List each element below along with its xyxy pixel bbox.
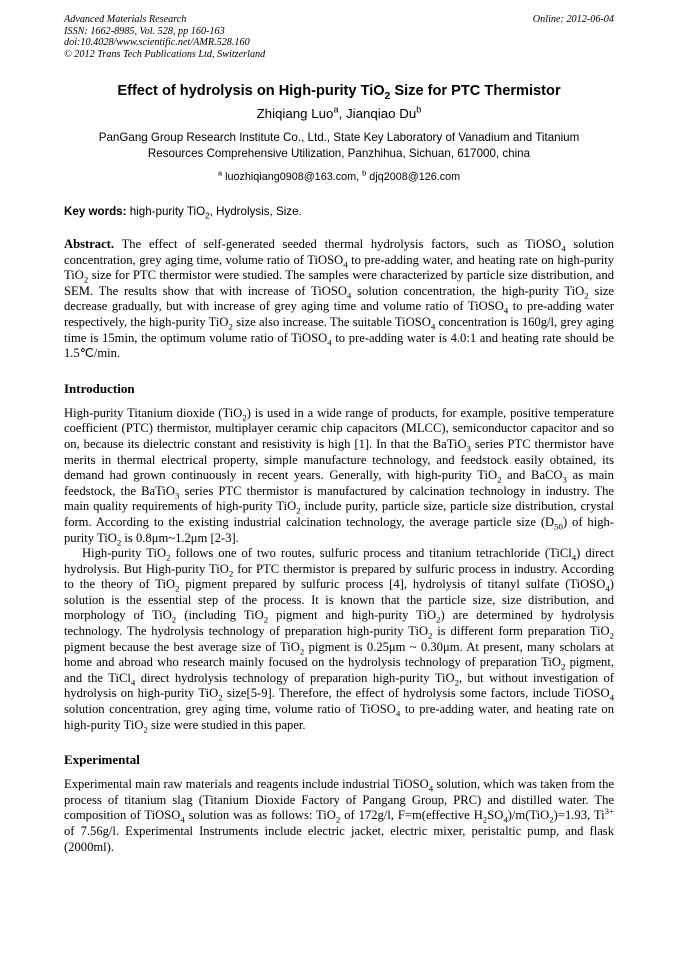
author-name: Zhiqiang Luo <box>256 106 334 121</box>
author-list: Zhiqiang Luo$^a$, Jianqiao Du$^b$ <box>256 104 422 121</box>
intro-paragraph-1: High-purity Titanium dioxide (TiO$_2$) is used in a wide range of products, for example, positive temperature coefficient (PTC) thermistor, multiplayer ceramic chip capacitors (MLCC), semiconductor capacitor and so on, because its dielectric constant and resistivity is high [1]. In that the BaTiO$_3$ series PTC thermistor have merits in thermal electrical property, simple manufacture technology, and feedstock easily obtained, its demand had grown continuously in recent years. Generally, with high-purity TiO$_2$ and BaCO$_3$ as main feedstock, the BaTiO$_3$ series PTC thermistor is manufactured by calcination technology in industry. The main quality requirements of high-purity TiO$_2$ include purity, particle size, particle size distribution, crystal form. According to the existing industrial calcination technology, the average particle size $(D_{50})$ of high-purity TiO$_2$ is 0.8μm~1.2μm [2-3]. <box>64 405 615 548</box>
intro-paragraph-2: High-purity TiO$_2$ follows one of two routes, sulfuric process and titanium tetrachloride (TiCl$_4$) direct hydrolysis. But High-purity TiO$_2$ for PTC thermistor is prepared by sulfuric process in industry. According to the theory of TiO$_2$ pigment prepared by sulfuric process [4], hydrolysis of titanyl sulfate (TiOSO$_4$) solution is the essential step of the process. It is known that the particle size, size distribution, and morphology of TiO$_2$ (including TiO$_2$ pigment and high-purity TiO$_2$) are determined by hydrolysis technology. The hydrolysis technology of preparation high-purity TiO$_2$ is different form preparation TiO$_2$ pigment because the best average size of TiO$_2$ pigment is 0.25μm ~ 0.30μm. At present, many scholars at home and abroad who research mainly focused on the hydrolysis technology of preparation TiO$_2$ pigment, and the TiCl$_4$ direct hydrolysis technology of preparation high-purity TiO$_2$, but without investigation of hydrolysis on high-purity TiO$_2$ size[5-9]. Therefore, the effect of hydrolysis some factors, include TiOSO$_4$ solution concentration, grey aging time, volume ratio of TiOSO$_4$ to pre-adding water, and heating rate on high-purity TiO$_2$ size were studied in this paper. <box>64 546 615 735</box>
experimental-paragraph: Experimental main raw materials and reagents include industrial TiOSO$_4$ solution, which was taken from the process of titanium slag (Titanium Dioxide Factory of Pangang Group, PRC) and distilled water. The composition of TiOSO$_4$ solution was as follows: TiO$_2$ of 172g/l, F=m(effective $H_2SO_4)/m(TiO_2)=1.93$, $Ti^{3+}$ of 7.56g/l. Experimental Instruments include electric jacket, electric mixer, peristaltic pump, and flask (2000ml). <box>64 777 614 854</box>
abstract: Abstract. The effect of self-generated seeded thermal hydrolysis factors, such as TiOSO$_4$ solution concentration, grey aging time, volume ratio of TiOSO$_4$ to pre-adding water, and heating rate on high-purity TiO$_2$ size for PTC thermistor were studied. The samples were characterized by particle size distribution, and SEM. The results show that with increase of TiOSO$_4$ solution concentration, the high-purity TiO$_2$ size decrease gradually, but with increase of grey aging time and volume ratio of TiOSO$_4$ to pre-adding water respectively, the high-purity TiO$_2$ size also increase. The suitable TiOSO$_4$ concentration is 160g/l, grey aging time is 15min, the optimum volume ratio of TiOSO$_4$ to pre-adding water is 4.0:1 and heating rate should be 1.5℃/min. <box>64 237 615 361</box>
paper-page <box>64 14 614 855</box>
email-link: luozhiqiang0908@163.com, <box>222 171 363 183</box>
journal-header <box>64 14 614 60</box>
section-heading-experimental: Experimental <box>64 752 140 768</box>
affiliation: PanGang Group Research Institute Co., Ltd., State Key Laboratory of Vanadium and Titanium Resources Comprehensive Utilization, Panzhihua, Sichuan, 617000, china <box>98 131 580 160</box>
copyright-line: © 2012 Trans Tech Publications Ltd, Switzerland <box>64 48 266 60</box>
online-date: Online: 2012-06-04 <box>532 14 614 25</box>
email-link: djq2008@126.com <box>366 171 461 183</box>
section-heading-introduction: Introduction <box>64 380 135 396</box>
paper-title: Effect of hydrolysis on High-purity TiO$_2$ Size for PTC Thermistor <box>117 83 561 102</box>
author-name: Jianqiao Du <box>346 106 417 121</box>
abstract-label: Abstract. <box>64 237 115 251</box>
doi-line: doi:10.4028/www.scientific.net/AMR.528.160 <box>64 37 250 48</box>
keywords-label: Key words: <box>64 205 127 218</box>
journal-name: Advanced Materials Research <box>64 14 187 25</box>
author-emails: $^a$ luozhiqiang0908@163.com, $^b$ djq2008@126.com <box>217 168 461 183</box>
keywords: Key words: high-purity TiO$_2$, Hydrolysis, Size. <box>64 205 302 221</box>
issn-line: ISSN: 1662-8985, Vol. 528, pp 160-163 <box>64 25 225 37</box>
